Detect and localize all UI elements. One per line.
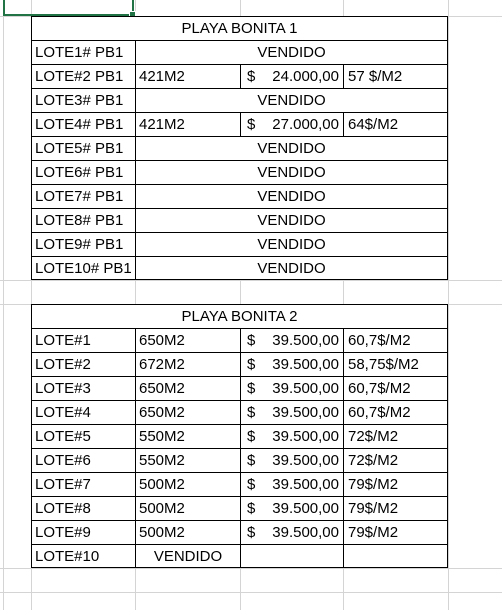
table-row — [31, 184, 448, 208]
price-cell[interactable] — [240, 64, 343, 88]
currency-symbol: $ — [247, 380, 256, 397]
grid-line — [0, 568, 502, 569]
table-row — [31, 424, 448, 448]
table-row — [31, 496, 448, 520]
table-row — [31, 376, 448, 400]
price-value: 39.500,00 — [272, 356, 339, 373]
table-row — [31, 352, 448, 376]
area-cell[interactable]: 550M2 — [135, 448, 240, 472]
price-per-m2-cell[interactable]: 60,7$/M2 — [343, 400, 448, 424]
currency-symbol: $ — [247, 476, 256, 493]
grid-line — [448, 0, 449, 610]
price-cell[interactable] — [240, 472, 343, 496]
lote-cell[interactable]: LOTE#8 — [31, 496, 135, 520]
price-value: 24.000,00 — [272, 68, 339, 85]
lote-cell[interactable]: LOTE1# PB1 — [31, 40, 135, 64]
price-per-m2-cell[interactable]: 72$/M2 — [343, 424, 448, 448]
lote-cell[interactable]: LOTE10# PB1 — [31, 256, 135, 280]
price-value: 27.000,00 — [272, 116, 339, 133]
currency-symbol: $ — [247, 452, 256, 469]
grid-line — [3, 0, 4, 610]
lote-cell[interactable]: LOTE6# PB1 — [31, 160, 135, 184]
active-cell-selection[interactable] — [3, 0, 134, 16]
price-per-m2-cell[interactable] — [343, 544, 448, 568]
status-cell[interactable]: VENDIDO — [135, 136, 448, 160]
currency-symbol: $ — [247, 404, 256, 421]
grid-line — [0, 592, 502, 593]
price-value: 39.500,00 — [272, 524, 339, 541]
status-cell[interactable]: VENDIDO — [135, 40, 448, 64]
table-row — [31, 400, 448, 424]
status-cell[interactable]: VENDIDO — [135, 184, 448, 208]
status-cell[interactable]: VENDIDO — [135, 544, 240, 568]
lote-cell[interactable]: LOTE5# PB1 — [31, 136, 135, 160]
price-per-m2-cell[interactable]: 57 $/M2 — [343, 64, 448, 88]
price-per-m2-cell[interactable]: 58,75$/M2 — [343, 352, 448, 376]
price-per-m2-cell[interactable]: 64$/M2 — [343, 112, 448, 136]
table-playa-bonita-1 — [31, 16, 448, 280]
currency-symbol: $ — [247, 68, 256, 85]
price-value: 39.500,00 — [272, 500, 339, 517]
table-row — [31, 520, 448, 544]
price-value: 39.500,00 — [272, 332, 339, 349]
table-row — [31, 136, 448, 160]
table-row — [31, 328, 448, 352]
price-per-m2-cell[interactable]: 72$/M2 — [343, 448, 448, 472]
table-title[interactable]: PLAYA BONITA 2 — [31, 304, 448, 328]
lote-cell[interactable]: LOTE4# PB1 — [31, 112, 135, 136]
currency-symbol: $ — [247, 524, 256, 541]
lote-cell[interactable]: LOTE#5 — [31, 424, 135, 448]
area-cell[interactable]: 500M2 — [135, 496, 240, 520]
currency-symbol: $ — [247, 356, 256, 373]
lote-cell[interactable]: LOTE#3 — [31, 376, 135, 400]
lote-cell[interactable]: LOTE3# PB1 — [31, 88, 135, 112]
table-row — [31, 160, 448, 184]
price-per-m2-cell[interactable]: 79$/M2 — [343, 472, 448, 496]
table-row — [31, 208, 448, 232]
table-playa-bonita-2 — [31, 304, 448, 568]
lote-cell[interactable]: LOTE#2 — [31, 352, 135, 376]
currency-symbol: $ — [247, 428, 256, 445]
price-per-m2-cell[interactable]: 60,7$/M2 — [343, 376, 448, 400]
status-cell[interactable]: VENDIDO — [135, 88, 448, 112]
table-row — [31, 64, 448, 88]
area-cell[interactable]: 421M2 — [135, 64, 240, 88]
table-row — [31, 472, 448, 496]
price-cell[interactable] — [240, 112, 343, 136]
area-cell[interactable]: 650M2 — [135, 328, 240, 352]
table-row — [31, 256, 448, 280]
status-cell[interactable]: VENDIDO — [135, 232, 448, 256]
lote-cell[interactable]: LOTE#9 — [31, 520, 135, 544]
price-value: 39.500,00 — [272, 476, 339, 493]
price-value: 39.500,00 — [272, 452, 339, 469]
area-cell[interactable]: 650M2 — [135, 400, 240, 424]
area-cell[interactable]: 500M2 — [135, 472, 240, 496]
lote-cell[interactable]: LOTE8# PB1 — [31, 208, 135, 232]
area-cell[interactable]: 500M2 — [135, 520, 240, 544]
area-cell[interactable]: 672M2 — [135, 352, 240, 376]
price-cell[interactable] — [240, 400, 343, 424]
price-cell[interactable] — [240, 376, 343, 400]
area-cell[interactable]: 650M2 — [135, 376, 240, 400]
price-value: 39.500,00 — [272, 428, 339, 445]
price-cell[interactable] — [240, 328, 343, 352]
lote-cell[interactable]: LOTE#4 — [31, 400, 135, 424]
area-cell[interactable]: 550M2 — [135, 424, 240, 448]
table-row — [31, 448, 448, 472]
lote-cell[interactable]: LOTE9# PB1 — [31, 232, 135, 256]
currency-symbol: $ — [247, 500, 256, 517]
area-cell[interactable]: 421M2 — [135, 112, 240, 136]
status-cell[interactable]: VENDIDO — [135, 160, 448, 184]
price-cell[interactable] — [240, 424, 343, 448]
lote-cell[interactable]: LOTE#10 — [31, 544, 135, 568]
price-per-m2-cell[interactable]: 79$/M2 — [343, 520, 448, 544]
price-value: 39.500,00 — [272, 380, 339, 397]
lote-cell[interactable]: LOTE#2 PB1 — [31, 64, 135, 88]
price-cell[interactable] — [240, 520, 343, 544]
lote-cell[interactable]: LOTE#7 — [31, 472, 135, 496]
status-cell[interactable]: VENDIDO — [135, 256, 448, 280]
lote-cell[interactable]: LOTE7# PB1 — [31, 184, 135, 208]
grid-line — [0, 280, 502, 281]
status-cell[interactable]: VENDIDO — [135, 208, 448, 232]
currency-symbol: $ — [247, 332, 256, 349]
price-cell[interactable] — [240, 352, 343, 376]
price-per-m2-cell[interactable]: 60,7$/M2 — [343, 328, 448, 352]
price-value: 39.500,00 — [272, 404, 339, 421]
price-cell[interactable] — [240, 448, 343, 472]
table-row — [31, 232, 448, 256]
lote-cell[interactable]: LOTE#6 — [31, 448, 135, 472]
table-row — [31, 544, 448, 568]
table-row — [31, 40, 448, 64]
price-cell[interactable] — [240, 544, 343, 568]
table-row — [31, 112, 448, 136]
table-row — [31, 88, 448, 112]
table-title[interactable]: PLAYA BONITA 1 — [31, 16, 448, 40]
currency-symbol: $ — [247, 116, 256, 133]
price-cell[interactable] — [240, 496, 343, 520]
lote-cell[interactable]: LOTE#1 — [31, 328, 135, 352]
price-per-m2-cell[interactable]: 79$/M2 — [343, 496, 448, 520]
